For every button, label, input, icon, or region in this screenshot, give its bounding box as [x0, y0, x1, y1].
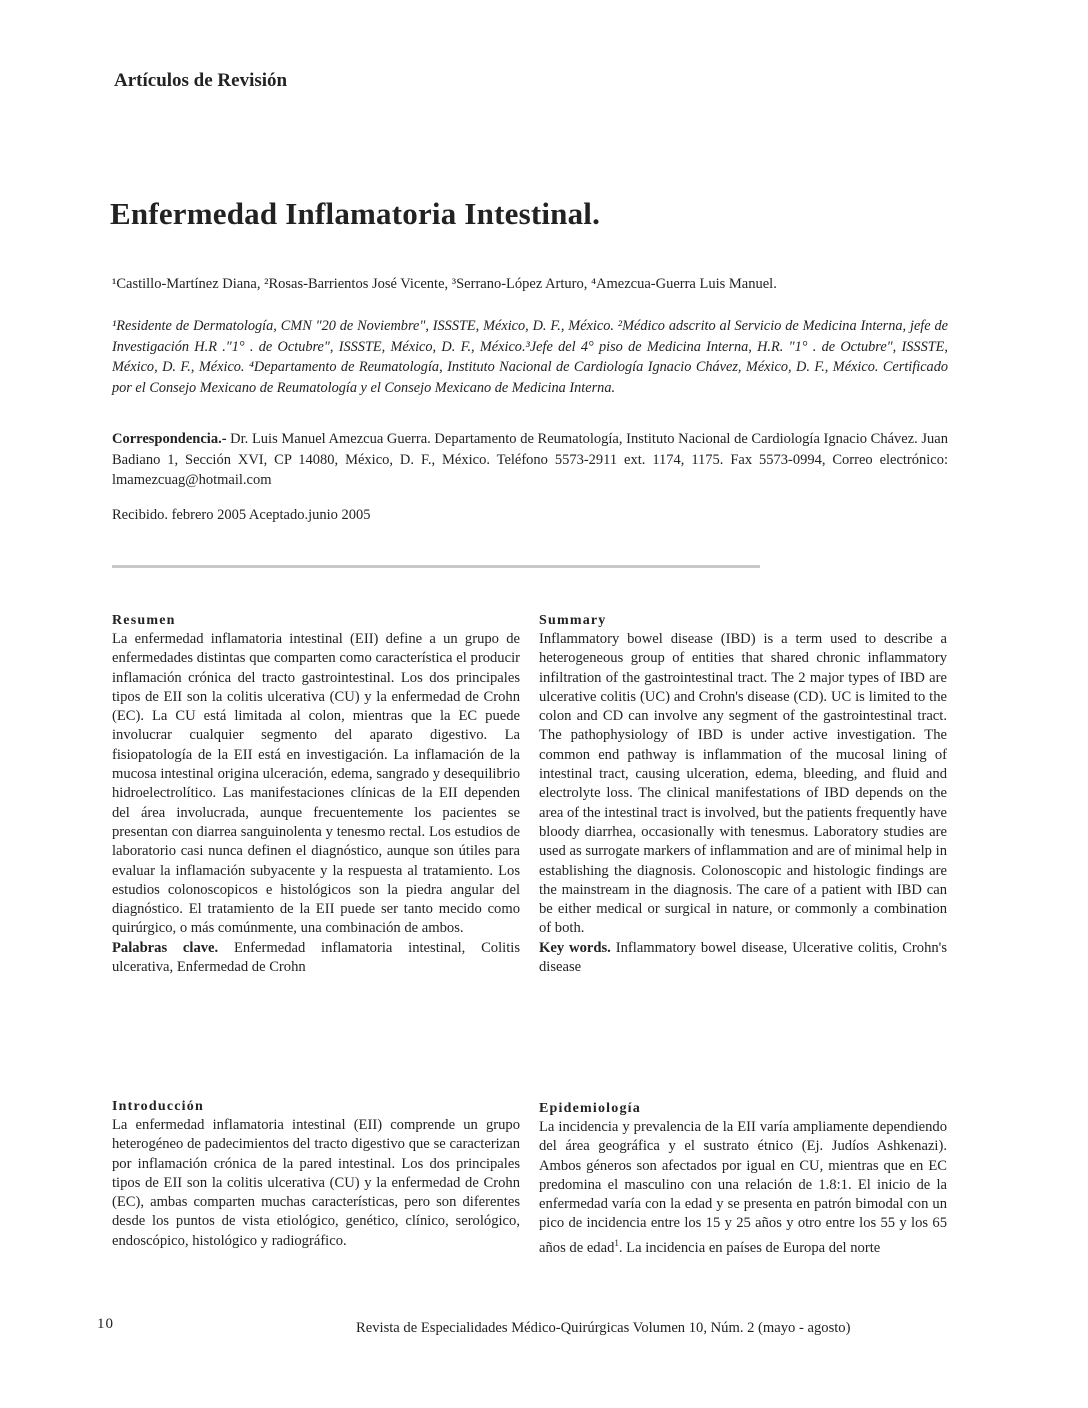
epidemiologia-text-continued: . La incidencia en países de Europa del norte	[618, 1239, 881, 1256]
affiliations: ¹Residente de Dermatología, CMN "20 de Noviembre", ISSSTE, México, D. F., México. ²Médico adscrito al Servicio de Medicina Interna, jefe de Investigación H.R ."1° . de Octubre", ISSSTE, México, D. F., México.³Jefe del 4° piso de Medicina Interna, H.R. "1° . de Octubre", ISSSTE, México, D. F., México. ⁴Departamento de Reumatología, Instituto Nacional de Cardiología Ignacio Chávez, México, D. F., México. Certificado por el Consejo Mexicano de Reumatología y el Consejo Mexicano de Medicina Interna.	[112, 318, 948, 396]
reference-marker: 1	[614, 1237, 619, 1248]
epidemiologia-column	[539, 1100, 947, 1258]
resumen-keywords-label: Palabras clave.	[112, 939, 219, 956]
resumen-column	[112, 612, 520, 977]
epidemiologia-body	[539, 1118, 947, 1258]
summary-heading: Summary	[539, 613, 607, 628]
received-dates: Recibido. febrero 2005 Aceptado.junio 2005	[112, 507, 371, 523]
resumen-keywords-text: Enfermedad inflamatoria intestinal, Colitis ulcerativa, Enfermedad de Crohn	[112, 939, 520, 976]
correspondence-label: Correspondencia.-	[112, 431, 227, 447]
correspondence-text: Dr. Luis Manuel Amezcua Guerra. Departamento de Reumatología, Instituto Nacional de Cardiología Ignacio Chávez. Juan Badiano 1, Sección XVI, CP 14080, México, D. F., México. Teléfono 5573-2911 ext. 1174, 1175. Fax 5573-0994, Correo electrónico: lmamezcuag@hotmail.com	[112, 431, 948, 488]
resumen-keywords	[112, 939, 520, 978]
summary-column	[539, 612, 947, 977]
introduccion-heading: Introducción	[112, 1099, 204, 1114]
article-title: Enfermedad Inflamatoria Intestinal.	[110, 196, 601, 231]
epidemiologia-text: La incidencia y prevalencia de la EII varía ampliamente dependiendo del área geográfica y el sustrato étnico (Ej. Judíos Ashkenazi). Ambos géneros son afectados por igual en CU, mientras que en EC predomina el masculino con una relación de 1.8:1. El inicio de la enfermedad varía con la edad y se presenta en patrón bimodal con un pico de incidencia entre los 15 y 25 años y otro entre los 55 y los 65 años de edad	[539, 1119, 947, 1256]
resumen-heading: Resumen	[112, 613, 176, 628]
introduccion-column	[112, 1098, 520, 1251]
introduccion-body: La enfermedad inflamatoria intestinal (EII) comprende un grupo heterogéneo de padecimientos del tracto digestivo que se caracterizan por inflamación crónica de la pared intestinal. Los dos principales tipos de EII son la colitis ulcerativa (CU) y la enfermedad de Crohn (EC), ambas comparten muchas características, pero son diferentes desde los puntos de vista etiológico, genético, clínico, serológico, endoscópico, histológico y radiográfico.	[112, 1117, 520, 1249]
correspondence	[112, 429, 948, 491]
journal-footer: Revista de Especialidades Médico-Quirúrgicas Volumen 10, Núm. 2 (mayo - agosto)	[356, 1320, 851, 1336]
page-number: 10	[97, 1316, 114, 1332]
section-divider	[112, 565, 760, 568]
resumen-body: La enfermedad inflamatoria intestinal (EII) define a un grupo de enfermedades distintas que comparten como característica el producir inflamación crónica del tracto gastrointestinal. Los dos principales tipos de EII son la colitis ulcerativa (CU) y la enfermedad de Crohn (EC). La CU está limitada al colon, mientras que la EC puede involucrar cualquier segmento del aparato digestivo. La fisiopatología de la EII está en investigación. La inflamación de la mucosa intestinal origina ulceración, edema, sangrado y desequilibrio hidroelectrolítico. Las manifestaciones clínicas de la EII dependen del área involucrada, aunque frecuentemente los pacientes se presentan con diarrea sanguinolenta y tenesmo rectal. Los estudios de laboratorio casi nunca definen el diagnóstico, aunque son útiles para evaluar la inflamación subyacente y la respuesta al tratamiento. Los estudios colonoscopicos e histológicos son la piedra angular del diagnóstico. El tratamiento de la EII puede ser tanto mecido como quirúrgico, o más comúnmente, una combinación de ambos.	[112, 631, 520, 937]
summary-keywords-label: Key words.	[539, 939, 611, 956]
summary-body: Inflammatory bowel disease (IBD) is a term used to describe a heterogeneous group of entities that shared chronic inflammatory infiltration of the gastrointestinal tract. The 2 major types of IBD are ulcerative colitis (UC) and Crohn's disease (CD). UC is limited to the colon and CD can involve any segment of the gastrointestinal tract. The pathophysiology of IBD is under active investigation. The common end pathway is inflammation of the mucosal lining of intestinal tract, causing ulceration, edema, bleeding, and fluid and electrolyte loss. The clinical manifestations of IBD depends on the area of the intestinal tract is involved, but the patients frequently have bloody diarrhea, occasionally with tenesmus. Laboratory studies are used as surrogate markers of inflammation and are of minimal help in establishing the diagnosis. Colonoscopic and histologic findings are the mainstream in the diagnosis. The care of a patient with IBD can be either medical or surgical in nature, or commonly a combination of both.	[539, 631, 947, 937]
authors-line: ¹Castillo-Martínez Diana, ²Rosas-Barrientos José Vicente, ³Serrano-López Arturo, ⁴Amezcua-Guerra Luis Manuel.	[112, 276, 777, 292]
epidemiologia-heading: Epidemiología	[539, 1101, 641, 1116]
summary-keywords-text: Inflammatory bowel disease, Ulcerative colitis, Crohn's disease	[539, 939, 947, 976]
section-label: Artículos de Revisión	[114, 70, 288, 91]
summary-keywords	[539, 939, 947, 978]
